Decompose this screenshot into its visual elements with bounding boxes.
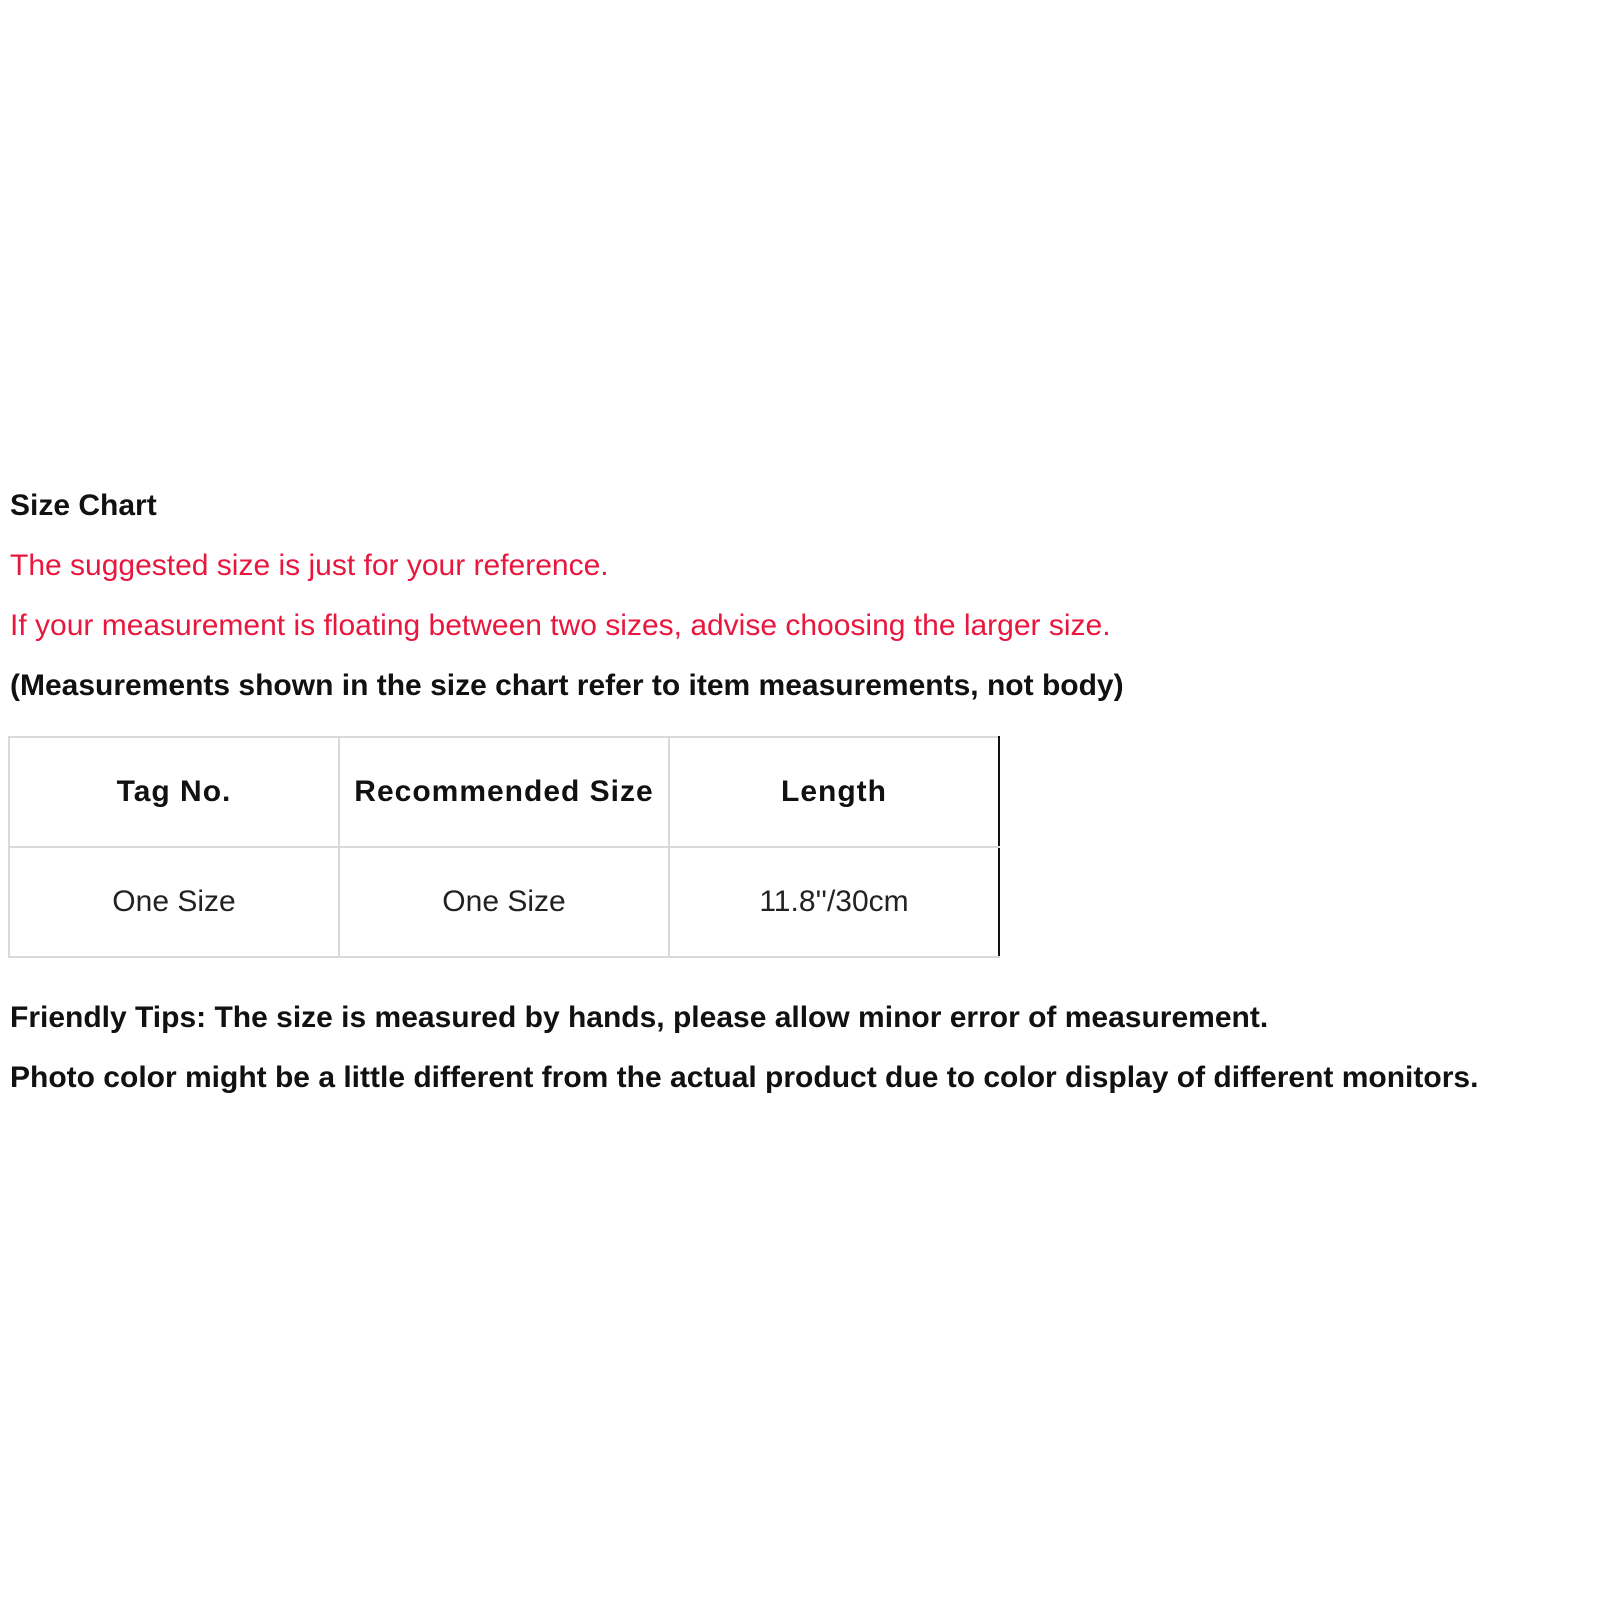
friendly-tips (10, 988, 1595, 1108)
measurement-disclaimer: (Measurements shown in the size chart refer to item measurements, not body) (10, 669, 1124, 702)
reference-note: The suggested size is just for your reference. (10, 549, 609, 582)
table-header-row (9, 737, 999, 847)
header-length: Length (669, 737, 999, 847)
cell-recommended-size: One Size (339, 847, 669, 957)
size-chart-intro (10, 476, 1590, 716)
sizing-advice-note: If your measurement is floating between two sizes, advise choosing the larger size. (10, 609, 1111, 642)
cell-tag-no: One Size (9, 847, 339, 957)
size-chart-title: Size Chart (10, 489, 157, 522)
header-recommended-size: Recommended Size (339, 737, 669, 847)
header-tag-no: Tag No. (9, 737, 339, 847)
tip-photo-color: Photo color might be a little different from the actual product due to color display of different monitors. (10, 1061, 1479, 1094)
table-row (9, 847, 999, 957)
tip-measurement: Friendly Tips: The size is measured by hands, please allow minor error of measurement. (10, 1001, 1269, 1034)
cell-length: 11.8''/30cm (669, 847, 999, 957)
size-table (8, 736, 1000, 958)
